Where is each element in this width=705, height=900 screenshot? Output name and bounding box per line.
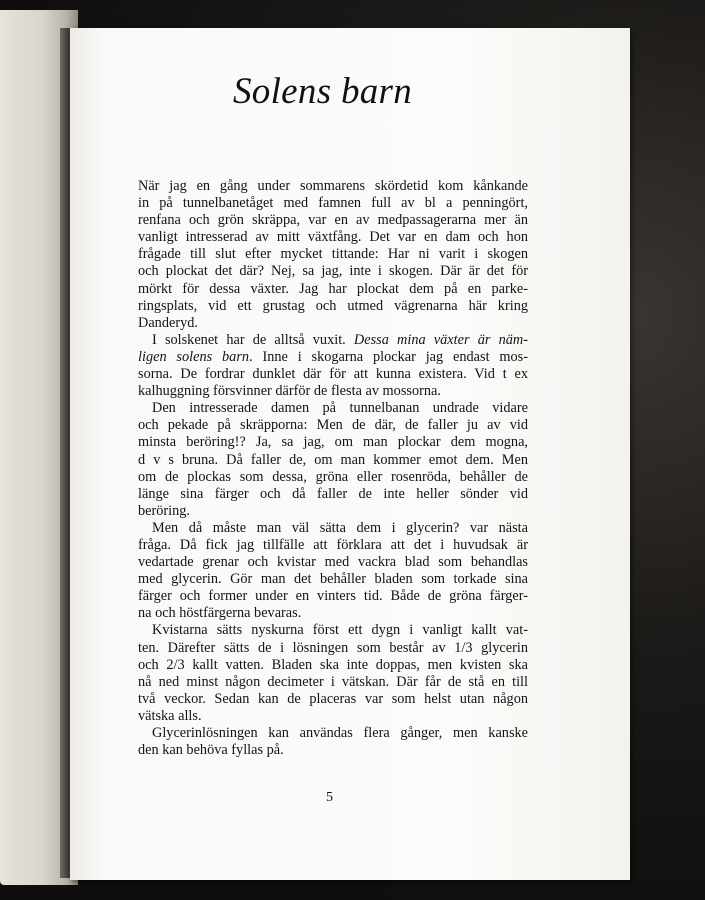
paragraph — [138, 332, 528, 400]
text-line: om de plockas som dessa, gröna eller rosenröda, behåller de — [138, 468, 528, 485]
text-line: na och höstfärgerna bevaras. — [138, 605, 302, 622]
text-line: Kvistarna sätts nyskurna först ett dygn i vanligt kallt vat- — [152, 622, 528, 639]
text-line — [138, 349, 528, 366]
text-line: och plockat det där? Nej, sa jag, inte i skogen. Där är det för — [138, 263, 528, 280]
paragraph — [138, 400, 528, 520]
text-line: vanligt intresserad av mitt växtfång. Det var en dam och hon — [138, 229, 528, 246]
text-line: frågade till slut efter mycket tittande: Har ni varit i skogen — [138, 246, 528, 263]
text-line: länge sina färger och då faller de inte heller sönder vid — [138, 485, 528, 502]
paragraph — [138, 520, 528, 623]
text-line: Den intresserade damen på tunnelbanan undrade vidare — [152, 400, 528, 417]
text-line: minsta beröring!? Ja, sa jag, om man plockar dem mogna, — [138, 434, 528, 451]
page-title: Solens barn — [233, 71, 413, 112]
text-run: I solskenet har de alltså vuxit. — [152, 331, 354, 348]
text-line: färger och former under en vinters tid. Både de gröna färger- — [138, 588, 528, 605]
paragraph — [138, 178, 528, 332]
text-line: och pekade på skräpporna: Men de där, de faller ju av vid — [138, 417, 528, 434]
text-line: nå ned minst någon decimeter i vätskan. Där får de stå en till — [138, 673, 528, 690]
text-line: ten. Därefter sätts de i lösningen som består av 1/3 glycerin — [138, 639, 528, 656]
text-line: Danderyd. — [138, 314, 198, 331]
text-line: När jag en gång under sommarens skördetid kom kånkande — [138, 178, 528, 194]
text-line: den kan behöva fyllas på. — [138, 742, 284, 759]
text-run: . Inne i skogarna plockar jag endast mos- — [249, 348, 528, 365]
page-number: 5 — [326, 790, 333, 805]
italic-text: Dessa mina växter är näm- — [353, 331, 528, 348]
text-line: ringsplats, vid ett grustag och utmed vägrenarna här kring — [138, 297, 528, 314]
text-line: och 2/3 kallt vatten. Bladen ska inte doppas, men kvisten ska — [138, 656, 528, 673]
text-line: Men då måste man väl sätta dem i glycerin? var nästa — [152, 519, 528, 536]
text-line: vätska alls. — [138, 707, 202, 724]
body-text — [138, 178, 528, 759]
text-line: fråga. Då fick jag tillfälle att förklara att det i huvudsak är — [138, 536, 528, 553]
paragraph — [138, 622, 528, 725]
text-line: sorna. De fordrar dunklet där för att kunna existera. Vid t ex — [138, 366, 528, 383]
text-line: beröring. — [138, 502, 191, 519]
text-line: in på tunnelbanetåget med famnen full av bl a penningört, — [138, 195, 528, 212]
italic-text: ligen solens barn — [138, 348, 250, 365]
paragraph — [138, 725, 528, 759]
text-line: med glycerin. Gör man det behåller bladen som torkade sina — [138, 571, 528, 588]
text-line: Glycerinlösningen kan användas flera gånger, men kanske — [152, 725, 528, 741]
text-line — [138, 332, 528, 349]
text-line: renfana och grön skräppa, var en av medpassagerarna mer än — [138, 212, 528, 229]
text-line: kalhuggning försvinner därför de flesta av mossorna. — [138, 383, 441, 400]
text-line: två veckor. Sedan kan de placeras var som helst utan någon — [138, 690, 528, 707]
text-line: mörkt för dessa växter. Jag har plockat dem på en parke- — [138, 280, 528, 297]
text-line: d v s bruna. Då faller de, om man kommer emot dem. Men — [138, 451, 528, 468]
text-line: vedartade grenar och kvistar med vackra blad som behandlas — [138, 554, 528, 571]
